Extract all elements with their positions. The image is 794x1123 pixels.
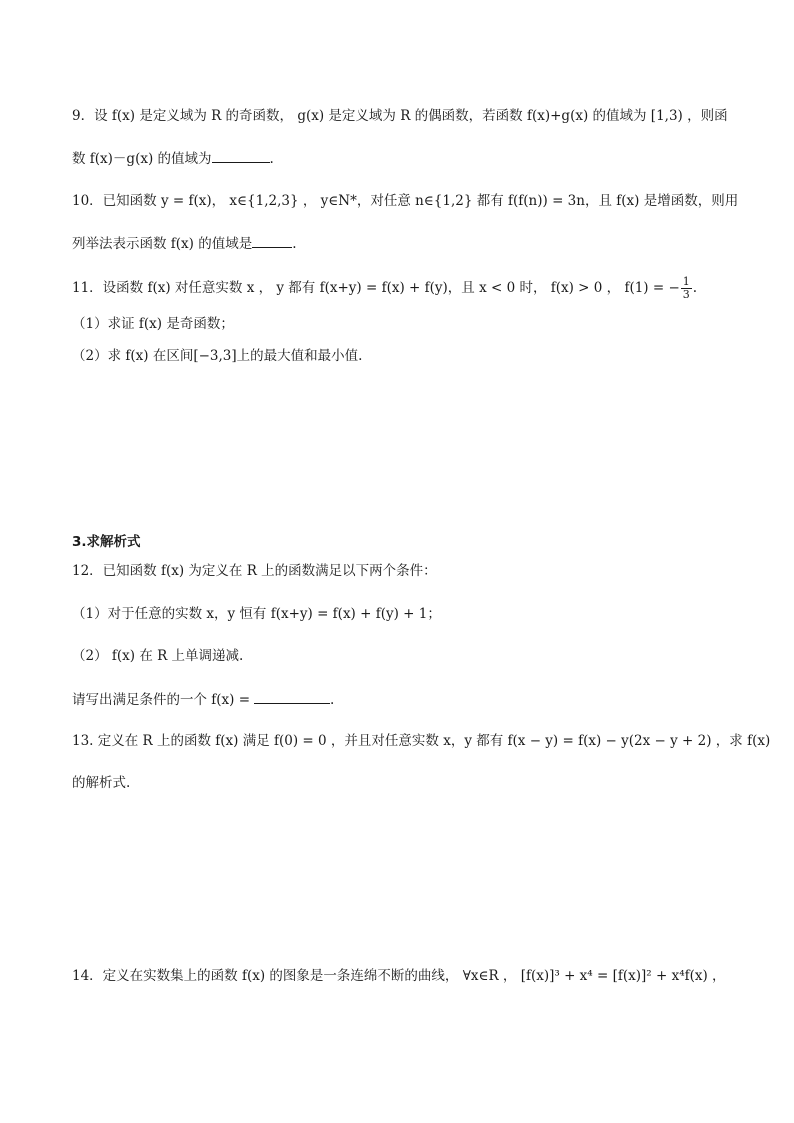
- problem-9-text: 9．设 f(x) 是定义域为 R 的奇函数， g(x) 是定义域为 R 的偶函数，若函数 f(x)+g(x) 的值域为 [1,3) ，则函: [72, 108, 728, 124]
- problem-14-text: 14．定义在实数集上的函数 f(x) 的图象是一条连绵不断的曲线， ∀x∈R ， [f(x)]³ + x⁴ = [f(x)]² + x⁴f(x) ，: [72, 968, 726, 984]
- problem-13-line-1: [72, 731, 770, 751]
- problem-12-condition-1: [72, 604, 441, 624]
- problem-9-line-2: [72, 148, 274, 169]
- problem-13-text-cont: 的解析式.: [72, 775, 131, 791]
- section-heading-text: 3.求解析式: [72, 534, 141, 550]
- period: .: [692, 280, 698, 296]
- period: .: [292, 236, 297, 252]
- condition-2-text: （2） f(x) 在 R 上单调递减.: [72, 648, 244, 664]
- problem-9-line-1: [72, 106, 728, 126]
- problem-12-text: 12．已知函数 f(x) 为定义在 R 上的函数满足以下两个条件：: [72, 563, 437, 579]
- part-1-text: （1）求证 f(x) 是奇函数；: [72, 316, 234, 332]
- problem-11-part-2: [72, 346, 362, 366]
- problem-11-line-1: [72, 276, 697, 301]
- problem-12-condition-2: [72, 646, 243, 666]
- answer-blank: [254, 689, 330, 704]
- problem-13-line-2: [72, 773, 130, 793]
- problem-10-text: 10．已知函数 y = f(x)， x∈{1,2,3} ， y∈N*，对任意 n∈{1,2} 都有 f(f(n)) = 3n，且 f(x) 是增函数，则用: [72, 193, 739, 209]
- answer-blank: [252, 233, 292, 248]
- problem-12-line-1: [72, 561, 437, 581]
- section-heading: [72, 532, 141, 552]
- problem-10-line-1: [72, 191, 738, 211]
- fraction-one-third: [681, 276, 692, 301]
- problem-11-part-1: [72, 314, 234, 334]
- problem-14-line-1: [72, 966, 726, 986]
- fraction-numerator: 1: [682, 275, 690, 288]
- part-2-text: （2）求 f(x) 在区间[−3,3]上的最大值和最小值.: [72, 348, 363, 364]
- answer-blank: [212, 148, 270, 163]
- problem-13-text: 13. 定义在 R 上的函数 f(x) 满足 f(0) = 0 ，并且对任意实数 x，y 都有 f(x − y) = f(x) − y(2x − y + 2) ，求 f(x): [72, 733, 771, 749]
- fraction-denominator: 3: [682, 288, 690, 301]
- problem-12-answer-line: [72, 689, 334, 710]
- problem-9-prompt: 数 f(x)－g(x) 的值域为: [72, 151, 212, 167]
- answer-prompt: 请写出满足条件的一个 f(x) =: [72, 692, 251, 708]
- problem-10-prompt: 列举法表示函数 f(x) 的值域是: [72, 236, 253, 252]
- problem-11-text: 11．设函数 f(x) 对任意实数 x ， y 都有 f(x+y) = f(x) + f(y)，且 x < 0 时， f(x) > 0 ， f(1) = −: [72, 280, 680, 296]
- period: .: [269, 151, 274, 167]
- condition-1-text: （1）对于任意的实数 x，y 恒有 f(x+y) = f(x) + f(y) + 1；: [72, 606, 441, 622]
- period: .: [330, 692, 335, 708]
- problem-10-line-2: [72, 233, 297, 254]
